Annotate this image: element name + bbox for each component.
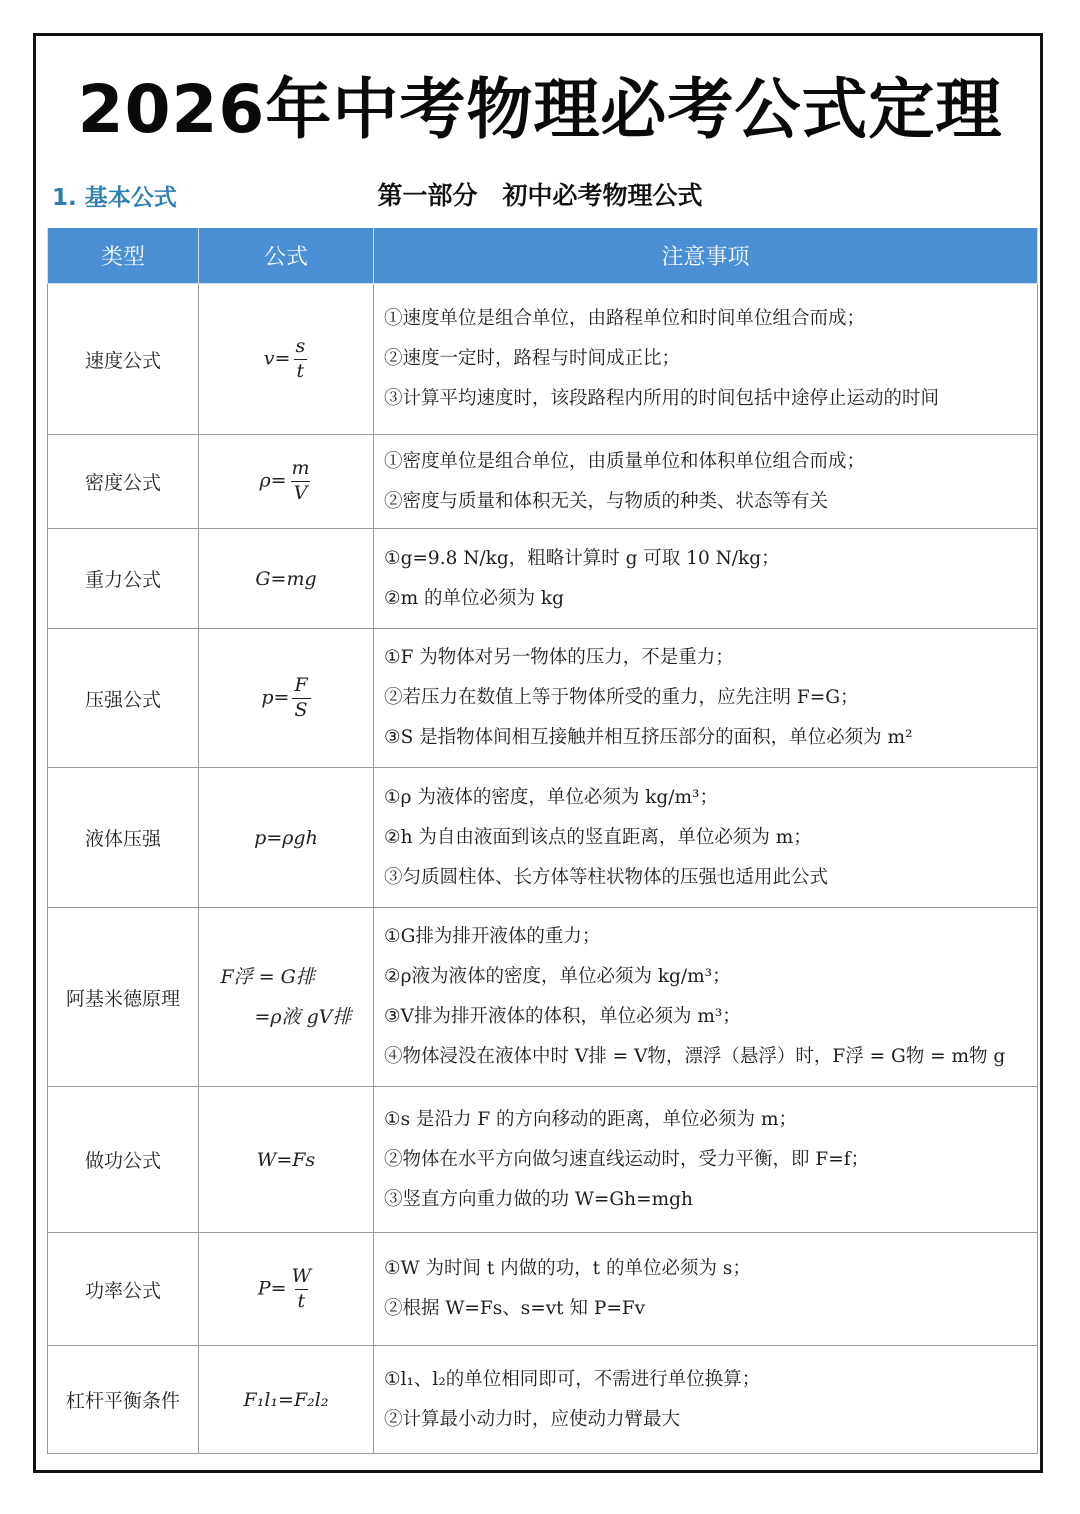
table-row (48, 629, 1038, 768)
row-type: 液体压强 (48, 768, 199, 908)
note-line: ①G排为排开液体的重力； (384, 926, 601, 947)
formula-lhs: P= (257, 1277, 287, 1299)
table-row (48, 908, 1038, 1087)
formula-numerator: W (291, 1264, 312, 1287)
table-row (48, 435, 1038, 529)
row-formula: G=mg (199, 529, 374, 629)
note-line: ①ρ 为液体的密度，单位必须为 kg/m³； (384, 786, 718, 808)
row-type: 密度公式 (48, 435, 199, 529)
row-formula: p=ρgh (199, 768, 374, 908)
formula-numerator: F (294, 673, 308, 696)
row-type: 功率公式 (48, 1233, 199, 1346)
note-line: ①F 为物体对另一物体的压力，不是重力； (384, 647, 734, 668)
formula-denominator: t (295, 1289, 309, 1314)
row-type: 杠杆平衡条件 (48, 1346, 199, 1454)
header-formula: 公式 (199, 228, 374, 284)
note-line: ②若压力在数值上等于物体所受的重力，应先注明 F=G； (384, 687, 859, 708)
note-line: ②物体在水平方向做匀速直线运动时，受力平衡，即 F=f； (384, 1148, 870, 1170)
row-notes (374, 529, 1038, 629)
table-row (48, 284, 1038, 435)
formula-numerator: m (291, 457, 310, 480)
formula-line: =ρ液 gV排 (254, 1006, 352, 1028)
formula-numerator: s (295, 334, 306, 357)
row-notes (374, 1233, 1038, 1346)
section-label: 1. 基本公式 (52, 185, 177, 211)
row-formula (199, 284, 374, 435)
note-line: ①s 是沿力 F 的方向移动的距离，单位必须为 m； (384, 1108, 797, 1130)
note-line: ③S 是指物体间相互接触并相互挤压部分的面积，单位必须为 m² (384, 727, 913, 748)
note-line: ①密度单位是组合单位，由质量单位和体积单位组合而成； (384, 450, 866, 472)
note-line: ②计算最小动力时，应使动力臂最大 (384, 1408, 681, 1430)
formula-lhs: v= (263, 347, 291, 369)
formula-fraction (292, 335, 308, 384)
header-type: 类型 (48, 228, 199, 284)
note-line: ②根据 W=Fs、s=vt 知 P=Fv (384, 1298, 646, 1319)
formula-fraction (291, 674, 310, 723)
note-line: ④物体浸没在液体中时 V排 = V物，漂浮（悬浮）时，F浮 = G物 = m物 g (384, 1046, 1006, 1067)
row-formula: F₁l₁=F₂l₂ (199, 1346, 374, 1454)
row-notes (374, 908, 1038, 1087)
note-line: ③V排为排开液体的体积，单位必须为 m³； (384, 1006, 741, 1027)
note-line: ②m 的单位必须为 kg (384, 587, 564, 609)
row-notes (374, 1087, 1038, 1233)
formula-lhs: p= (261, 686, 290, 708)
table-row (48, 529, 1038, 629)
note-line: ①l₁、l₂的单位相同即可，不需进行单位换算； (384, 1368, 761, 1390)
row-formula (199, 908, 374, 1087)
row-notes (374, 1346, 1038, 1454)
row-type: 阿基米德原理 (48, 908, 199, 1087)
part-title: 第一部分 初中必考物理公式 (377, 181, 703, 210)
row-notes (374, 284, 1038, 435)
row-type: 做功公式 (48, 1087, 199, 1233)
page-title: 2026年中考物理必考公式定理 (77, 71, 1003, 148)
note-line: ②密度与质量和体积无关，与物质的种类、状态等有关 (384, 490, 829, 512)
table-row (48, 1346, 1038, 1454)
formula-fraction (289, 457, 313, 506)
formula-denominator: S (292, 698, 311, 723)
row-formula (199, 629, 374, 768)
row-type: 重力公式 (48, 529, 199, 629)
table-row (48, 1233, 1038, 1346)
table-header-row (48, 228, 1038, 284)
formula-denominator: V (291, 481, 311, 506)
row-notes (374, 435, 1038, 529)
row-type: 压强公式 (48, 629, 199, 768)
formula-line: F浮 = G排 (220, 966, 315, 988)
note-line: ①g=9.8 N/kg，粗略计算时 g 可取 10 N/kg； (384, 547, 780, 569)
table-row (48, 768, 1038, 908)
note-line: ③计算平均速度时，该段路程内所用的时间包括中途停止运动的时间 (384, 388, 940, 409)
note-line: ①W 为时间 t 内做的功，t 的单位必须为 s； (384, 1258, 751, 1279)
note-line: ②h 为自由液面到该点的竖直距离，单位必须为 m； (384, 826, 812, 848)
row-type: 速度公式 (48, 284, 199, 435)
note-line: ①速度单位是组合单位，由路程单位和时间单位组合而成； (384, 308, 866, 329)
formula-denominator: t (294, 359, 308, 384)
formula-fraction (289, 1265, 315, 1314)
row-notes (374, 629, 1038, 768)
archimedes-formula (220, 957, 351, 1037)
row-notes (374, 768, 1038, 908)
row-formula (199, 435, 374, 529)
note-line: ②ρ液为液体的密度，单位必须为 kg/m³； (384, 966, 731, 987)
formula-table (47, 228, 1038, 1454)
row-formula (199, 1233, 374, 1346)
note-line: ③竖直方向重力做的功 W=Gh=mgh (384, 1188, 693, 1210)
header-notes: 注意事项 (374, 228, 1038, 284)
table-row (48, 1087, 1038, 1233)
note-line: ②速度一定时，路程与时间成正比； (384, 348, 681, 369)
note-line: ③匀质圆柱体、长方体等柱状物体的压强也适用此公式 (384, 866, 829, 888)
formula-lhs: ρ= (259, 469, 287, 492)
row-formula: W=Fs (199, 1087, 374, 1233)
